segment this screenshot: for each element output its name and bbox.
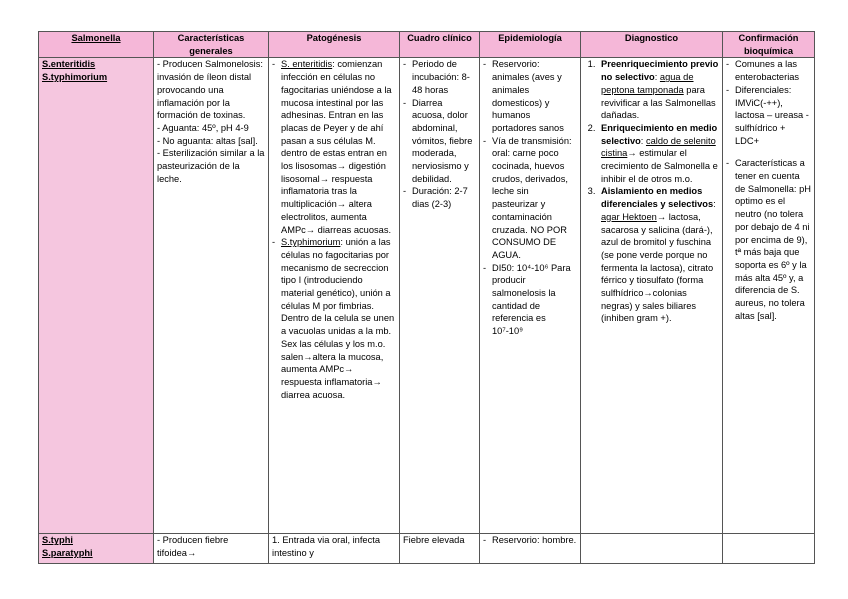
header-caracteristicas: Características generales (154, 32, 269, 58)
list-item: - DI50: 10⁴-10⁶ Para producir salmonelosis la cantidad de referencia es 10⁷-10⁹ (483, 262, 577, 338)
species-name: S.typhimorium (42, 72, 108, 83)
diagnostico-cell (581, 534, 723, 564)
header-patogenesis: Patogénesis (269, 32, 400, 58)
list-item: - Características a tener en cuenta de Salmonella: pH optimo es el neutro (no tolera por debajo de 4 ni por encima de 9), tª más baja que soporta es 6º y la más alta 45º y, a diferencia de S. aureus, no tolera altas [sal]. (726, 157, 811, 322)
list-item: - S. enteritidis: comienzan infección en células no fagocitarias uniéndose a la mucosa intestinal por las adhesinas. Entran en las placas de Peyer y de ahí pasan a sus células M. dentro de estas entran en los lisosomas→ digestión lisosomal→ respuesta inflamatoria tras la multiplicación→ altera electrolitos, aumenta AMPc→ diarreas acuosas. (272, 58, 396, 236)
list-item: 1. Preenriquecimiento previo no selectivo: agua de peptona tamponada para revivificar a las Salmonellas dañadas. (598, 58, 719, 122)
table-row (39, 534, 815, 564)
list-item: - Periodo de incubación: 8-48 horas (403, 58, 476, 96)
list-item: - Duración: 2-7 dias (2-3) (403, 185, 476, 210)
list-item: - Diferenciales: IMViC(-++), lactosa – ureasa - sulfhídrico + LDC+ (726, 84, 811, 148)
list-item: - Reservorio: hombre. (483, 534, 577, 547)
salmonella-table (38, 31, 815, 564)
confirmacion-cell (723, 58, 815, 534)
confirmacion-cell (723, 534, 815, 564)
caracteristicas-cell: - Producen Salmonelosis: invasión de íleon distal provocando una inflamación por la formación de toxinas. - Aguanta: 45º, pH 4-9 - No aguanta: altas [sal]. - Esterilización similar a la pasteurización de la leche. (154, 58, 269, 534)
species-name: S.paratyphi (42, 548, 93, 559)
patogenesis-cell (269, 58, 400, 534)
list-item: - S.typhimorium: unión a las células no fagocitarias por mecanismo de secreccion tipo I (introduciendo material genético), unión a células M por fimbrias. Dentro de la celula se unen a vacuolas unidas a la mb. Sex las células y los m.o. salen→altera la mucosa, aumenta AMPc→ respuesta inflamatoria→ diarrea acuosa. (272, 236, 396, 401)
list-item: - Diarrea acuosa, dolor abdominal, vómitos, fiebre moderada, nerviosismo y debilidad. (403, 97, 476, 186)
epidemiologia-cell (480, 534, 581, 564)
header-row (39, 32, 815, 58)
list-item: - Comunes a las enterobacterias (726, 58, 811, 83)
caracteristicas-cell: - Producen fiebre tifoidea→ (154, 534, 269, 564)
list-item: - Reservorio: animales (aves y animales domesticos) y humanos portadores sanos (483, 58, 577, 134)
header-epidemiologia: Epidemiología (480, 32, 581, 58)
header-salmonella: Salmonella (39, 32, 154, 58)
header-cuadro-clinico: Cuadro clínico (400, 32, 480, 58)
species-name: S.typhi (42, 535, 73, 546)
table-row (39, 58, 815, 534)
list-item: - Vía de transmisión: oral: carne poco cocinada, huevos crudos, derivados, leche sin pasteurizar y contaminación cruzada. NO POR CONSUMO DE AGUA. (483, 135, 577, 262)
list-item: 2. Enriquecimiento en medio selectivo: caldo de selenito cistina→ estimular el crecimiento de Salmonella e inhibir el de otros m.o. (598, 122, 719, 186)
species-cell (39, 58, 154, 534)
header-diagnostico: Diagnostico (581, 32, 723, 58)
patogenesis-cell: 1. Entrada via oral, infecta intestino y (269, 534, 400, 564)
cuadro-cell (400, 58, 480, 534)
list-item: 3. Aislamiento en medios diferenciales y selectivos: agar Hektoen→ lactosa, sacarosa y salicina (dará-), azul de bromitol y fuschina (se pone verde porque no fermenta la lactosa), citrato férrico y tiosulfato (forma sulfhídrico→colonias negras) y sales biliares (inhiben gram +). (598, 185, 719, 325)
species-cell (39, 534, 154, 564)
diagnostico-cell (581, 58, 723, 534)
epidemiologia-cell (480, 58, 581, 534)
header-confirmacion: Confirmación bioquímica (723, 32, 815, 58)
species-name: S.enteritidis (42, 59, 96, 70)
cuadro-cell: Fiebre elevada (400, 534, 480, 564)
